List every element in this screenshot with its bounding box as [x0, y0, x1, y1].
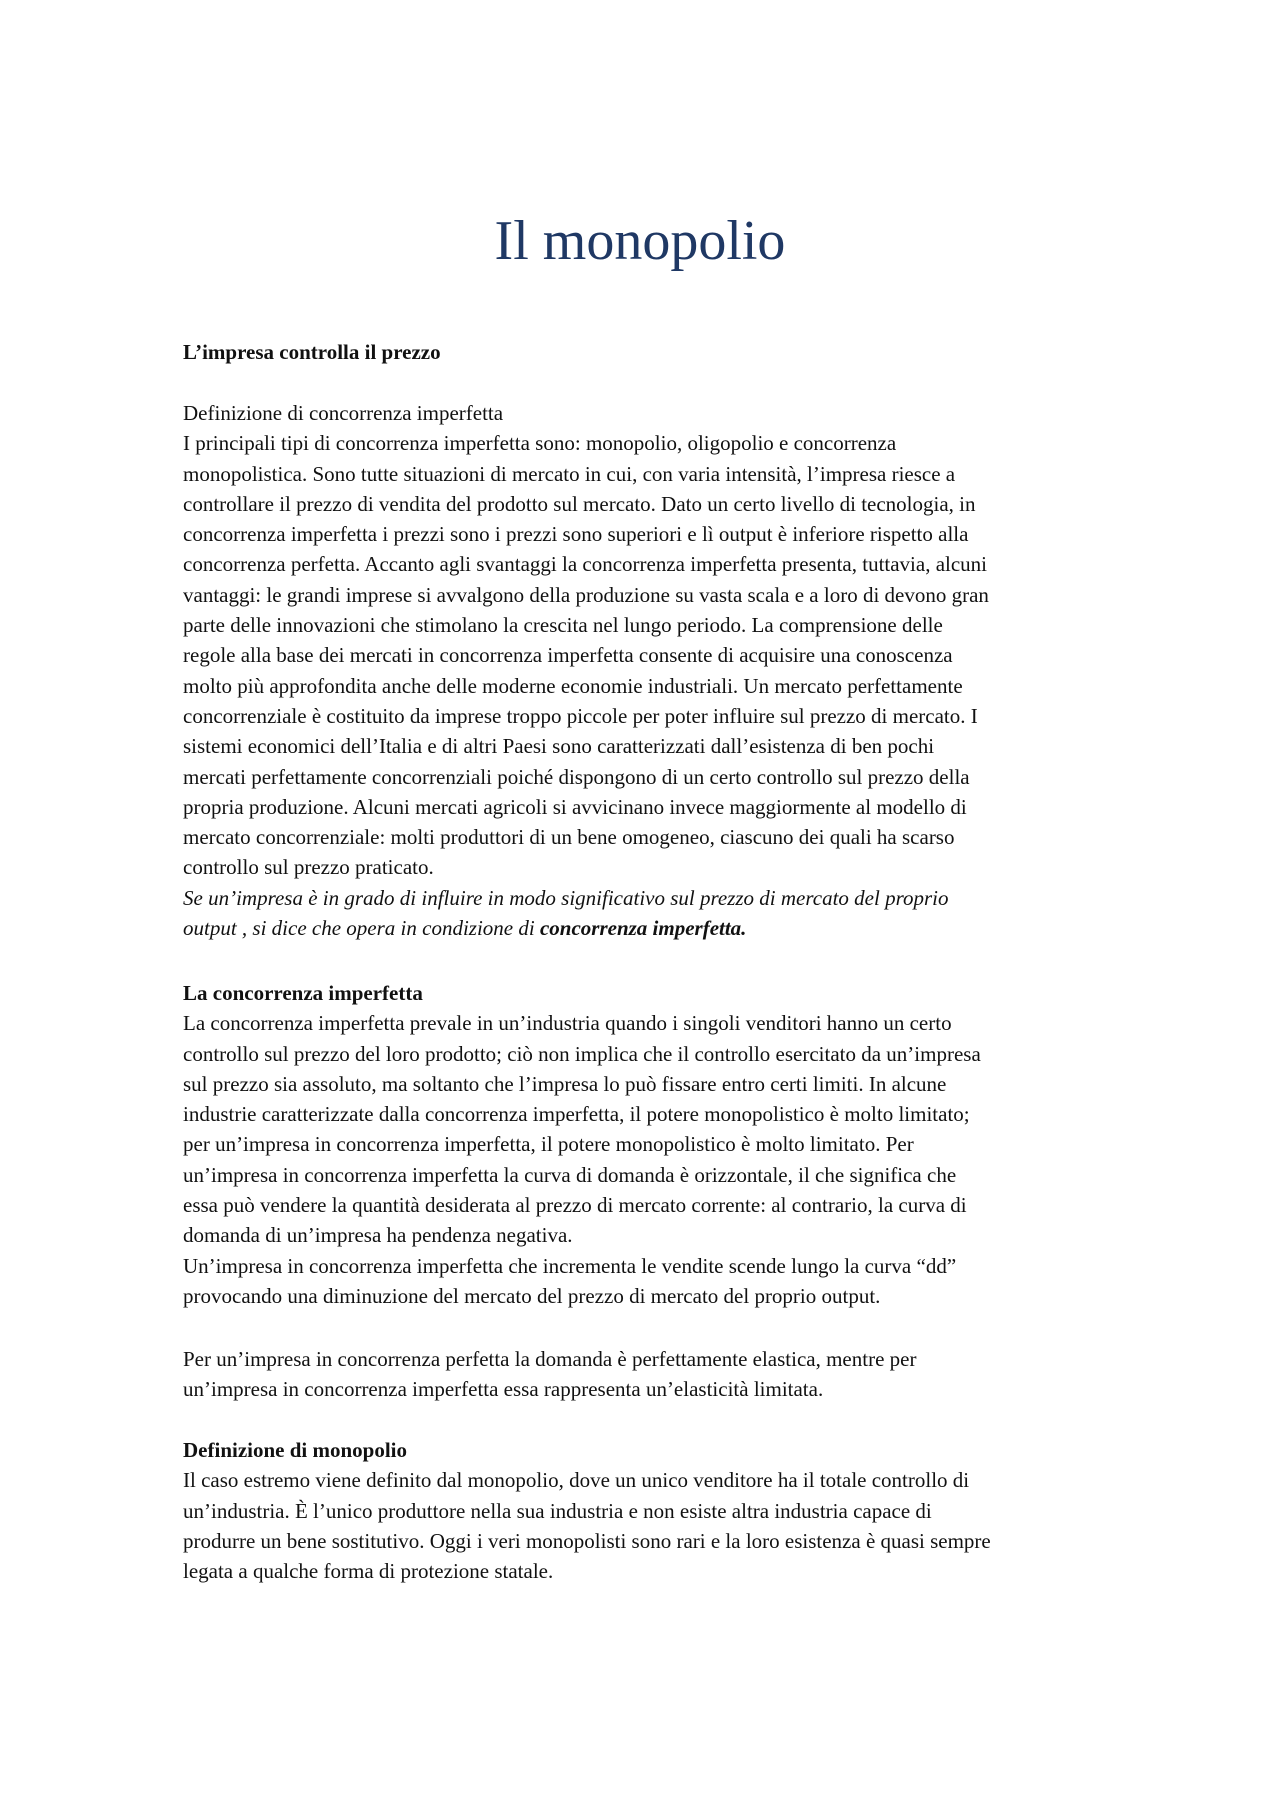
- definition-italic-text: output , si dice che opera in condizione di: [183, 916, 540, 941]
- section-subheading: Definizione di concorrenza imperfetta: [183, 401, 504, 425]
- paragraph-line: monopolistica. Sono tutte situazioni di mercato in cui, con varia intensità, l’impresa riesce a: [183, 461, 956, 486]
- section-imperfect-competition: [183, 978, 1103, 1311]
- definition-italic-line: [183, 913, 1103, 943]
- section-price-control: [183, 337, 1103, 367]
- paragraph-line: concorrenziale è costituito da imprese troppo piccole per poter influire sul prezzo di mercato. I: [183, 703, 978, 728]
- paragraph-line: controllo sul prezzo del loro prodotto; ciò non implica che il controllo esercitato da un’impresa: [183, 1041, 981, 1066]
- definition-italic-line: Se un’impresa è in grado di influire in modo significativo sul prezzo di mercato del proprio: [183, 885, 949, 910]
- section-heading: Definizione di monopolio: [183, 1438, 408, 1462]
- paragraph-line: essa può vendere la quantità desiderata al prezzo di mercato corrente: al contrario, la curva di: [183, 1193, 967, 1218]
- section-heading: L’impresa controlla il prezzo: [183, 340, 441, 364]
- section-monopoly-definition: [183, 1435, 1103, 1586]
- paragraph-line: provocando una diminuzione del mercato del prezzo di mercato del proprio output.: [183, 1283, 881, 1308]
- paragraph-line: regole alla base dei mercati in concorrenza imperfetta consente di acquisire una conoscenza: [183, 643, 953, 668]
- page-title: Il monopolio: [494, 210, 786, 272]
- paragraph-line: mercato concorrenziale: molti produttori di un bene omogeneo, ciascuno dei quali ha scarso: [183, 825, 955, 850]
- paragraph-line: un’impresa in concorrenza imperfetta essa rappresenta un’elasticità limitata.: [183, 1377, 824, 1402]
- paragraph-line: controllo sul prezzo praticato.: [183, 855, 434, 880]
- paragraph-line: Il caso estremo viene definito dal monopolio, dove un unico venditore ha il totale controllo di: [183, 1468, 970, 1493]
- paragraph-line: parte delle innovazioni che stimolano la crescita nel lungo periodo. La comprensione delle: [183, 613, 943, 638]
- definition-key-term: concorrenza imperfetta.: [539, 916, 747, 941]
- paragraph-line: molto più approfondita anche delle moderne economie industriali. Un mercato perfettamente: [183, 673, 963, 698]
- paragraph-line: Per un’impresa in concorrenza perfetta la domanda è perfettamente elastica, mentre per: [183, 1347, 917, 1371]
- paragraph-line: domanda di un’impresa ha pendenza negativa.: [183, 1223, 573, 1248]
- paragraph-line: controllare il prezzo di vendita del prodotto sul mercato. Dato un certo livello di tecnologia, in: [183, 491, 976, 516]
- paragraph-line: mercati perfettamente concorrenziali poiché dispongono di un certo controllo sul prezzo della: [183, 764, 970, 789]
- paragraph-line: concorrenza perfetta. Accanto agli svantaggi la concorrenza imperfetta presenta, tuttavia, alcuni: [183, 552, 988, 577]
- section-heading: La concorrenza imperfetta: [183, 981, 423, 1005]
- paragraph-line: sistemi economici dell’Italia e di altri Paesi sono caratterizzati dall’esistenza di ben pochi: [183, 734, 935, 759]
- paragraph-line: sul prezzo sia assoluto, ma soltanto che l’impresa lo può fissare entro certi limiti. In alcune: [183, 1071, 947, 1096]
- paragraph-line: concorrenza imperfetta i prezzi sono i prezzi sono superiori e lì output è inferiore rispetto alla: [183, 522, 969, 547]
- paragraph-line: produrre un bene sostitutivo. Oggi i veri monopolisti sono rari e la loro esistenza è quasi sempre: [183, 1528, 991, 1553]
- paragraph-line: un’industria. È l’unico produttore nella sua industria e non esiste altra industria capace di: [183, 1498, 932, 1523]
- paragraph-line: La concorrenza imperfetta prevale in un’industria quando i singoli venditori hanno un certo: [183, 1011, 952, 1036]
- paragraph-line: propria produzione. Alcuni mercati agricoli si avvicinano invece maggiormente al modello di: [183, 794, 967, 819]
- paragraph-line: un’impresa in concorrenza imperfetta la curva di domanda è orizzontale, il che significa che: [183, 1162, 957, 1187]
- paragraph-line: I principali tipi di concorrenza imperfetta sono: monopolio, oligopolio e concorrenza: [183, 431, 897, 456]
- paragraph-line: legata a qualche forma di protezione statale.: [183, 1559, 554, 1584]
- paragraph-line: Un’impresa in concorrenza imperfetta che incrementa le vendite scende lungo la curva “dd”: [183, 1253, 957, 1278]
- paragraph-line: per un’impresa in concorrenza imperfetta, il potere monopolistico è molto limitato. Per: [183, 1132, 914, 1157]
- section-imperfect-competition-definition: [183, 398, 1103, 943]
- paragraph-line: industrie caratterizzate dalla concorrenza imperfetta, il potere monopolistico è molto limitato;: [183, 1102, 970, 1127]
- paragraph-line: vantaggi: le grandi imprese si avvalgono della produzione su vasta scala e a loro di devono gran: [183, 582, 989, 607]
- section-elasticity: [183, 1344, 1103, 1405]
